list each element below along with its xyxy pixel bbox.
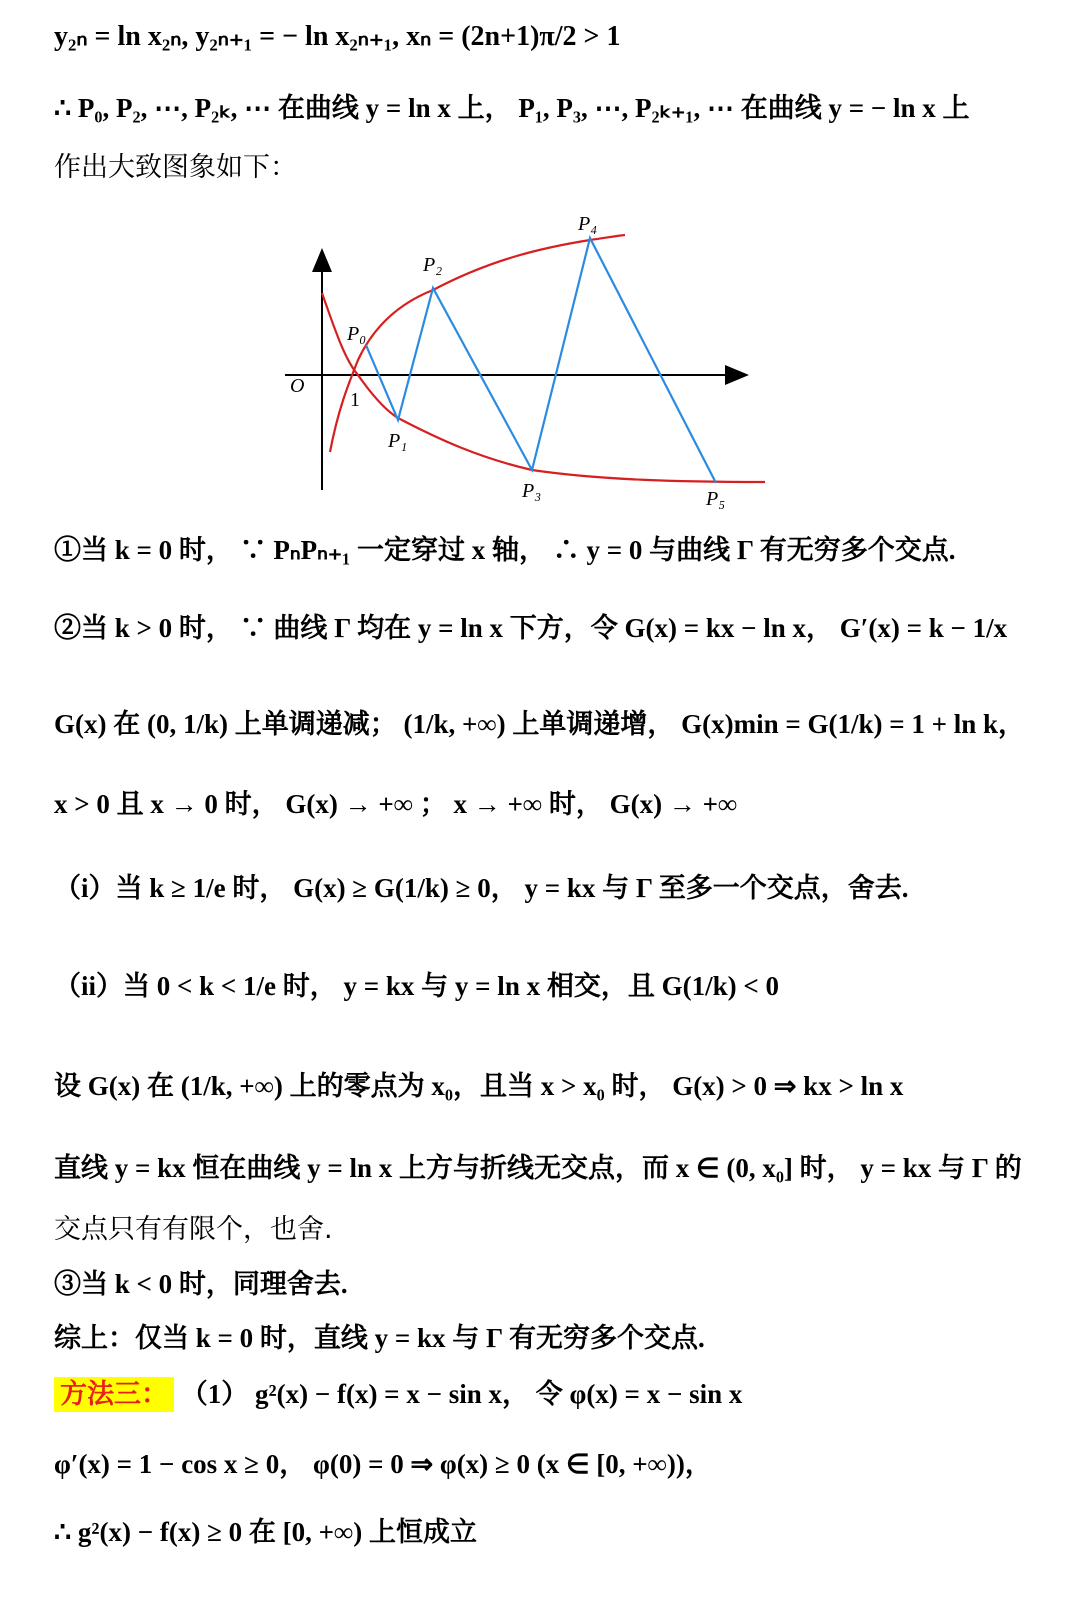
curve-ln-x — [330, 235, 625, 452]
point-label-p0: P₀ — [347, 323, 367, 345]
final-inequality-line: ∴ g²(x) − f(x) ≥ 0 在 [0, +∞) 上恒成立 — [54, 1517, 478, 1547]
text-line-3: 作出大致图象如下： — [54, 152, 297, 183]
method-three-tag: 方法三： — [54, 1377, 174, 1412]
monotonicity-line: G(x) 在 (0, 1/k) 上单调递减； (1/k, +∞) 上单调递增， G(x)min = G(1/k) = 1 + ln k， — [54, 709, 1026, 739]
zero-point-line: 设 G(x) 在 (1/k, +∞) 上的零点为 x₀，且当 x > x₀ 时， G(x) > 0 ⇒ kx > ln x — [54, 1071, 904, 1101]
finite-intersections: 交点只有有限个，也舍. — [54, 1214, 333, 1245]
phi-derivative-line: φ′(x) = 1 − cos x ≥ 0， φ(0) = 0 ⇒ φ(x) ≥ 0 (x ∈ [0, +∞))， — [54, 1449, 712, 1479]
point-label-p4: P₄ — [578, 213, 598, 235]
case-k-negative: ③当 k < 0 时，同理舍去. — [54, 1269, 348, 1299]
line-above-curve: 直线 y = kx 恒在曲线 y = ln x 上方与折线无交点，而 x ∈ (0, x₀] 时， y = kx 与 Γ 的 — [54, 1153, 1022, 1183]
conclusion-line: 综上：仅当 k = 0 时，直线 y = kx 与 Γ 有无穷多个交点. — [54, 1323, 705, 1353]
point-label-p2: P₂ — [423, 254, 443, 276]
point-label-p5: P₅ — [706, 488, 726, 510]
curve-neg-ln-x — [322, 293, 765, 482]
method-three-line — [54, 1378, 742, 1411]
polyline-p0-p5 — [366, 238, 716, 483]
equation-line-2: ∴ P₀, P₂, ⋯, P₂ₖ, ⋯ 在曲线 y = ln x 上， P₁, P₃, ⋯, P₂ₖ₊₁, ⋯ 在曲线 y = − ln x 上 — [54, 93, 970, 123]
limit-line: x > 0 且 x → 0 时， G(x) → +∞ ； x → +∞ 时， G(x) → +∞ — [54, 789, 738, 819]
point-label-p3: P₃ — [522, 480, 542, 502]
case-k-positive: ②当 k > 0 时， ∵ 曲线 Γ 均在 y = ln x 下方，令 G(x) = kx − ln x， G′(x) = k − 1/x — [54, 613, 1008, 643]
origin-label: O — [290, 375, 305, 397]
case-k-zero: ①当 k = 0 时， ∵ PₙPₙ₊₁ 一定穿过 x 轴， ∴ y = 0 与曲线 Γ 有无穷多个交点. — [54, 535, 956, 565]
subcase-i: （i）当 k ≥ 1/e 时， G(x) ≥ G(1/k) ≥ 0， y = kx 与 Γ 至多一个交点，舍去. — [54, 873, 909, 903]
one-label: 1 — [350, 389, 360, 411]
method-three-text: （1） g²(x) − f(x) = x − sin x， 令 φ(x) = x − sin x — [180, 1379, 743, 1409]
equation-line-1: y₂ₙ = ln x₂ₙ, y₂ₙ₊₁ = − ln x₂ₙ₊₁, xₙ = (2n+1)π/2 > 1 — [54, 21, 621, 52]
point-label-p1: P₁ — [388, 430, 408, 452]
subcase-ii: （ii）当 0 < k < 1/e 时， y = kx 与 y = ln x 相交，且 G(1/k) < 0 — [54, 971, 779, 1001]
